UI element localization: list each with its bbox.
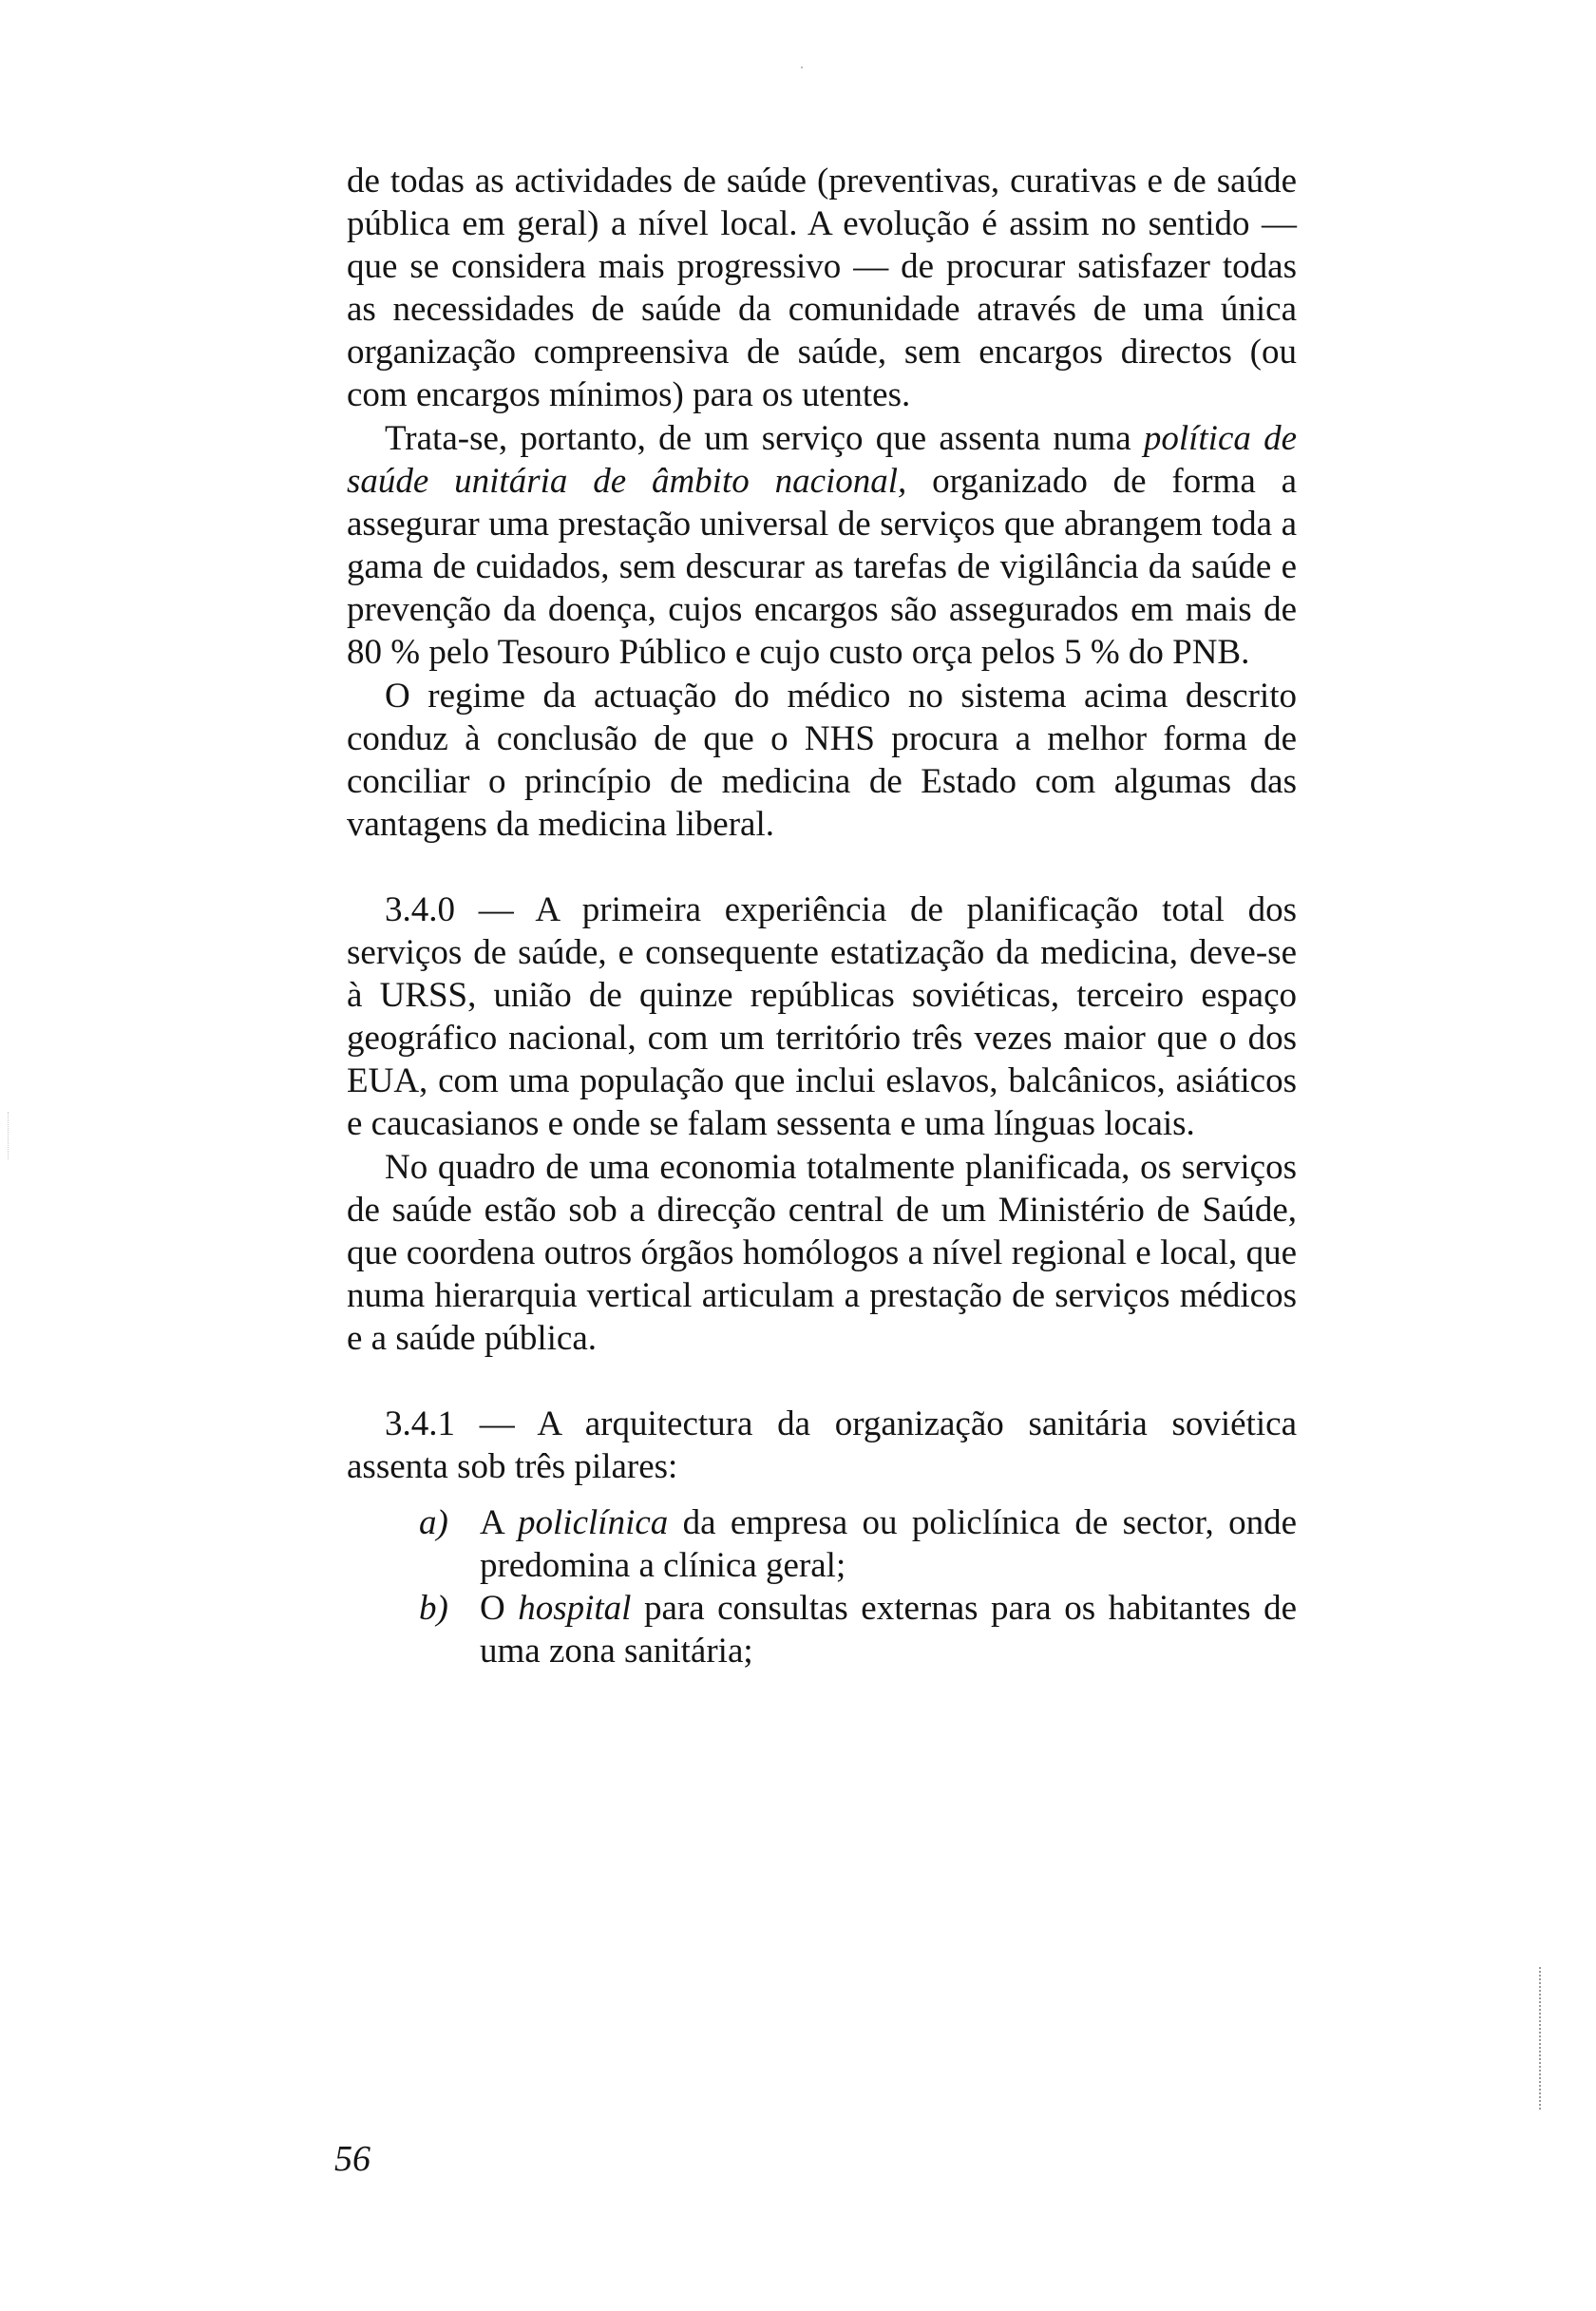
scan-speck [801, 67, 803, 68]
list-item-prefix: O [480, 1589, 519, 1628]
section-gap [347, 1361, 1297, 1403]
list-item [347, 1501, 1297, 1587]
list-item-text: da empresa ou policlínica de sector, onde predomina a clínica geral; [480, 1503, 1297, 1585]
paragraph-nhs-policy [347, 417, 1297, 674]
pillars-list [347, 1501, 1297, 1672]
paragraph-nhs-policy-start: Trata-se, portanto, de um serviço que assenta numa [385, 419, 1144, 458]
list-marker: a) [419, 1503, 448, 1542]
paragraph-section-3-4-1: 3.4.1 — A arquitectura da organização sanitária soviética assenta sob três pilares: [347, 1404, 1297, 1486]
list-item [347, 1587, 1297, 1672]
paragraph-soviet-economy: No quadro de uma economia totalmente planificada, os serviços de saúde estão sob a direcção central de um Ministério de Saúde, que coordena outros órgãos homólogos a nível regional e local, que numa hierarquia vertical articulam a prestação de serviços médicos e a saúde pública. [347, 1148, 1297, 1358]
list-item-prefix: A [480, 1503, 519, 1542]
list-item-text: para consultas externas para os habitantes de uma zona sanitária; [480, 1589, 1297, 1671]
paragraph-continuation: de todas as actividades de saúde (preventivas, curativas e de saúde pública em geral) a nível local. A evolução é assim no sentido — que se considera mais progressivo — de procurar satisfazer todas as necessidades de saúde da comunidade através de uma única organização compreensiva de saúde, sem encargos directos (ou com encargos mínimos) para os utentes. [347, 162, 1297, 414]
scan-margin-marks [1539, 1967, 1545, 2110]
paragraph-nhs-policy-italic: política de saúde unitária de âmbito nacional, [347, 419, 1297, 501]
list-item-italic: policlínica [518, 1503, 669, 1542]
paragraph-nhs-conclusion: O regime da actuação do médico no sistema acima descrito conduz à conclusão de que o NHS procura a melhor forma de conciliar o princípio de medicina de Estado com algumas das vantagens da medicina liberal. [347, 677, 1297, 844]
paragraph-nhs-policy-end: organizado de forma a assegurar uma prestação universal de serviços que abrangem toda a gama de cuidados, sem descurar as tarefas de vigilância da saúde e prevenção da doença, cujos encargos são assegurados em mais de 80 % pelo Tesouro Público e cujo custo orça pelos 5 % do PNB. [347, 462, 1298, 672]
page-body [347, 160, 1297, 1672]
section-gap [347, 847, 1297, 888]
list-marker: b) [419, 1589, 448, 1628]
list-item-italic: hospital [518, 1589, 632, 1628]
page-number: 56 [334, 2139, 370, 2179]
scan-edge-mark [8, 1112, 10, 1159]
paragraph-section-3-4-0: 3.4.0 — A primeira experiência de planificação total dos serviços de saúde, e consequente estatização da medicina, deve-se à URSS, união de quinze repúblicas soviéticas, terceiro espaço geográfico nacional, com um território três vezes maior que o dos EUA, com uma população que inclui eslavos, balcânicos, asiáticos e caucasianos e onde se falam sessenta e uma línguas locais. [347, 890, 1297, 1143]
